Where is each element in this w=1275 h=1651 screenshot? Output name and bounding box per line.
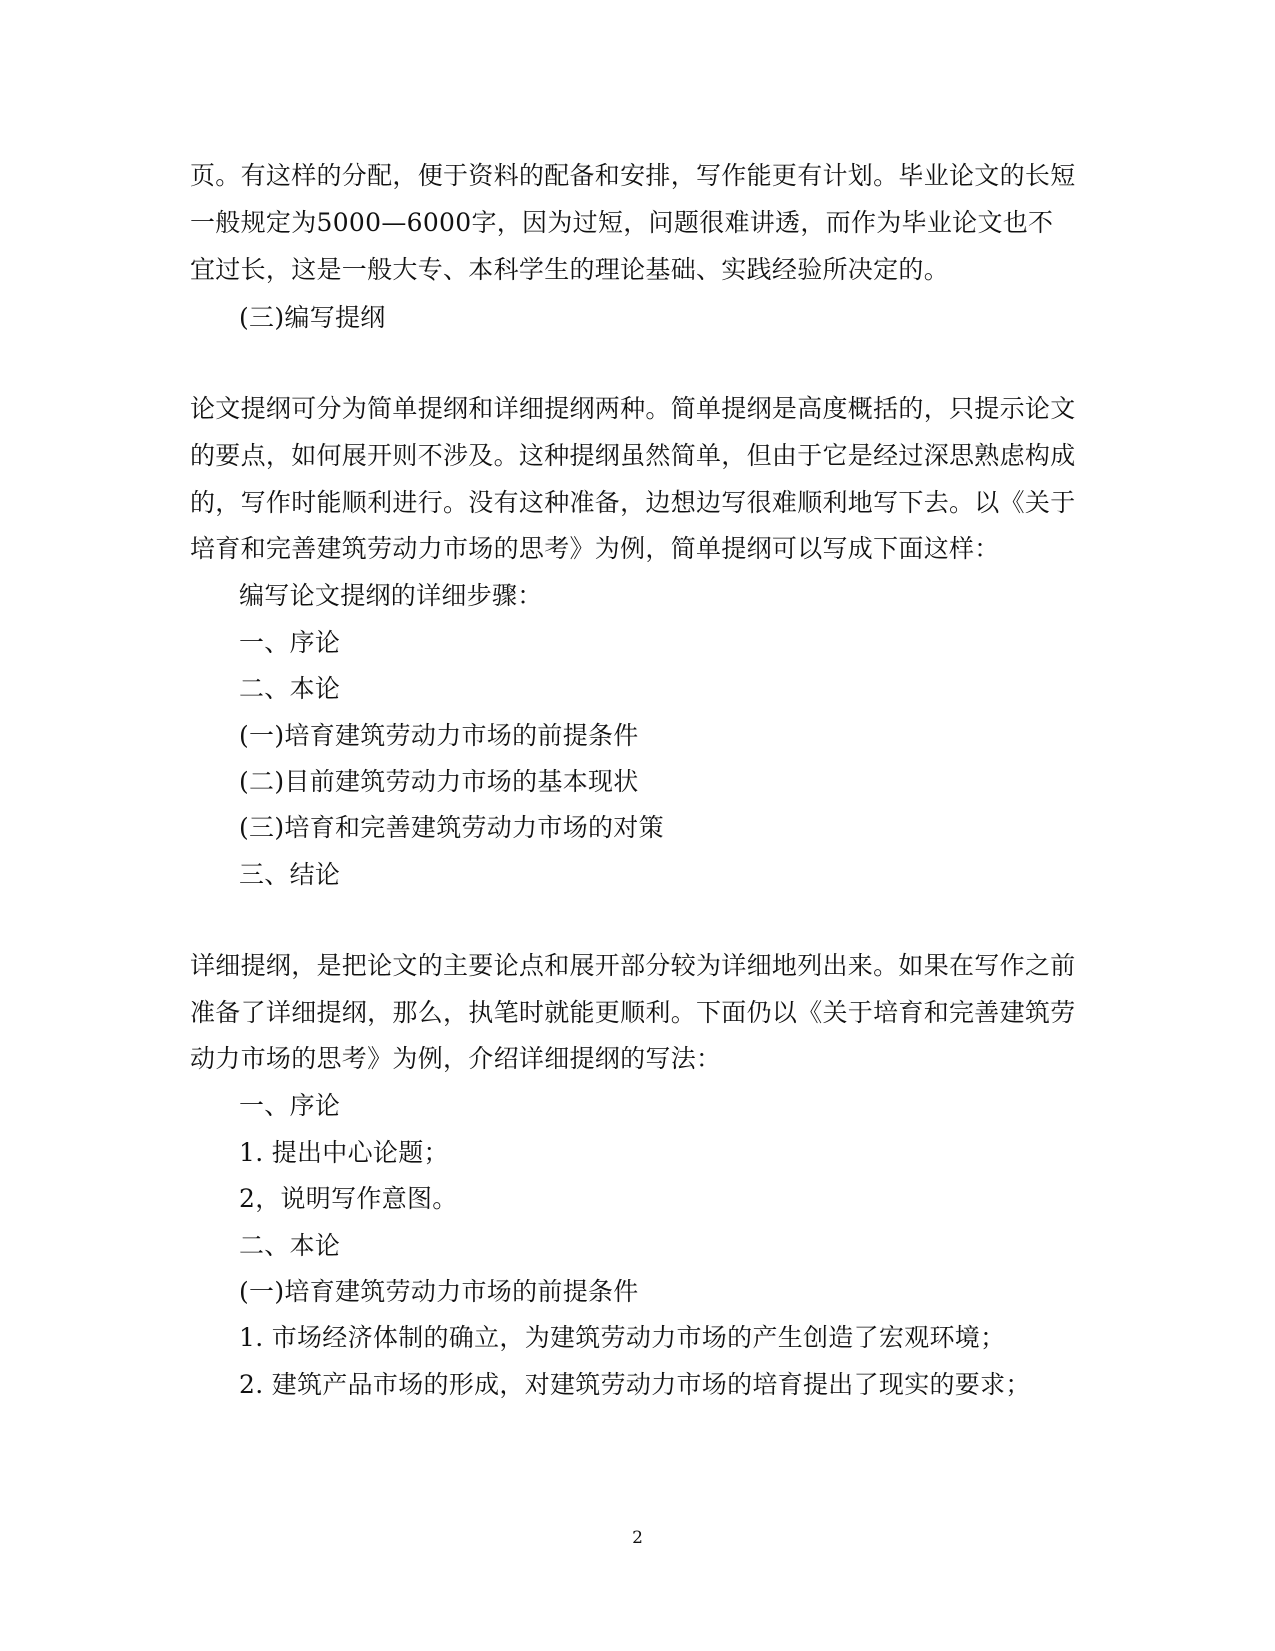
text-line: 宜过长，这是一般大专、本科学生的理论基础、实践经验所决定的。: [190, 255, 950, 284]
page-number: 2: [632, 1528, 643, 1548]
outline-item: 2. 建筑产品市场的形成，对建筑劳动力市场的培育提出了现实的要求；: [239, 1370, 1031, 1399]
outline-item: 二、本论: [239, 1231, 341, 1260]
outline-item: 一、序论: [239, 628, 341, 657]
outline-item: 二、本论: [239, 674, 341, 703]
text-line: 动力市场的思考》为例，介绍详细提纲的写法：: [190, 1044, 722, 1073]
outline-item: (一)培育建筑劳动力市场的前提条件: [239, 1277, 639, 1306]
text-line: 准备了详细提纲，那么，执笔时就能更顺利。下面仍以《关于培育和完善建筑劳: [190, 998, 1076, 1027]
outline-item: 1. 提出中心论题；: [239, 1138, 449, 1167]
outline-item: (二)目前建筑劳动力市场的基本现状: [239, 767, 639, 796]
text-line: 详细提纲，是把论文的主要论点和展开部分较为详细地列出来。如果在写作之前: [190, 951, 1076, 980]
outline-item: 一、序论: [239, 1091, 341, 1120]
text-line: 的，写作时能顺利进行。没有这种准备，边想边写很难顺利地写下去。以《关于: [190, 488, 1076, 517]
outline-item: (一)培育建筑劳动力市场的前提条件: [239, 721, 639, 750]
text-line: 的要点，如何展开则不涉及。这种提纲虽然简单，但由于它是经过深思熟虑构成: [190, 441, 1076, 470]
text-line: 一般规定为5000—6000字，因为过短，问题很难讲透，而作为毕业论文也不: [190, 208, 1054, 237]
text-line: 页。有这样的分配，便于资料的配备和安排，写作能更有计划。毕业论文的长短: [190, 161, 1076, 190]
outline-item: 2，说明写作意图。: [239, 1184, 458, 1213]
section-heading: (三)编写提纲: [239, 303, 386, 332]
outline-item: 1. 市场经济体制的确立，为建筑劳动力市场的产生创造了宏观环境；: [239, 1323, 1006, 1352]
text-line: 论文提纲可分为简单提纲和详细提纲两种。简单提纲是高度概括的，只提示论文: [190, 394, 1076, 423]
outline-item: 三、结论: [239, 860, 341, 889]
outline-item: 编写论文提纲的详细步骤：: [239, 581, 543, 610]
text-line: 培育和完善建筑劳动力市场的思考》为例，简单提纲可以写成下面这样：: [190, 534, 1000, 563]
outline-item: (三)培育和完善建筑劳动力市场的对策: [239, 813, 664, 842]
